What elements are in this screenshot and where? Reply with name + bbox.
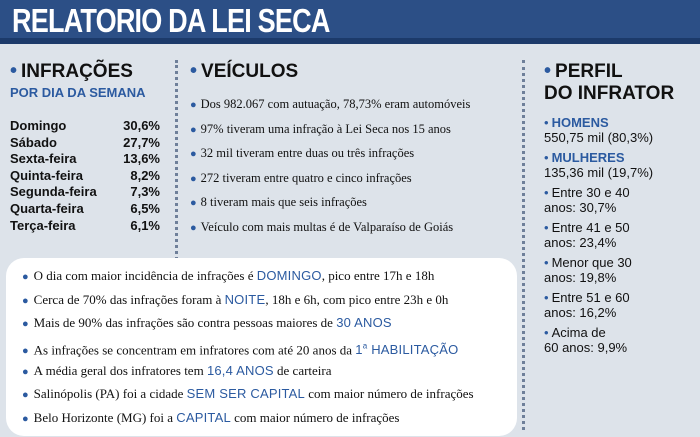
infracoes-title: INFRAÇÕES (21, 61, 133, 82)
veiculos-title: VEÍCULOS (201, 61, 299, 82)
bullet-icon: • (544, 220, 549, 235)
age-item: • Entre 30 e 40 anos: 30,7% (544, 185, 630, 215)
bullet-icon: • (544, 60, 552, 82)
infracoes-section (10, 60, 160, 234)
bullet-icon: • (544, 185, 549, 200)
age-item: • Acima de 60 anos: 9,9% (544, 325, 628, 355)
perfil-title-line1: PERFIL (555, 61, 623, 82)
bullet-icon: • (544, 115, 549, 130)
fact-item: ● O dia com maior incidência de infrações é DOMINGO, pico entre 17h e 18h (22, 268, 435, 283)
day-row: Quinta-feira 8,2% (10, 167, 160, 183)
divider-dotted (175, 60, 178, 260)
days-list (10, 118, 160, 234)
bullet-icon: ● (22, 294, 29, 307)
bullet-icon: • (544, 325, 549, 340)
day-row: Sábado 27,7% (10, 134, 160, 150)
page-title: RELATORIO DA LEI SECA (12, 2, 330, 39)
day-row: Domingo 30,6% (10, 118, 160, 133)
list-item: ● 32 mil tiveram entre duas ou três infrações (190, 146, 415, 160)
homens-item: • HOMENS 550,75 mil (80,3%) (544, 115, 654, 145)
day-row: Quarta-feira 6,5% (10, 200, 160, 216)
bullet-icon: ● (190, 221, 197, 234)
fact-item: ● As infrações se concentram em infratores com até 20 anos da 1$^a$ HABILITAÇÃO (22, 342, 459, 358)
bullet-icon: • (544, 255, 549, 270)
facts-box (6, 258, 517, 436)
list-item: ● 97% tiveram uma infração à Lei Seca nos 15 anos (190, 121, 451, 136)
bullet-icon: • (190, 60, 198, 82)
bullet-icon: ● (190, 148, 197, 160)
perfil-section (544, 60, 694, 355)
mulheres-item: • MULHERES 135,36 mil (19,7%) (544, 150, 654, 180)
veiculos-section (190, 60, 510, 239)
fact-item: ● Cerca de 70% das infrações foram à NOITE, 18h e 6h, com pico entre 23h e 0h (22, 291, 449, 307)
perfil-title-line2: DO INFRATOR (544, 83, 675, 104)
bullet-icon: ● (22, 345, 29, 358)
age-item: • Entre 41 e 50 anos: 23,4% (544, 220, 630, 250)
day-row: Sexta-feira 13,6% (10, 151, 160, 167)
bullet-icon: ● (190, 123, 197, 136)
day-row: Terça-feira 6,1% (10, 217, 160, 233)
list-item: ● Veículo com mais multas é de Valparaíso de Goiás (190, 219, 454, 234)
bullet-icon: ● (22, 271, 29, 283)
bullet-icon: ● (22, 318, 29, 331)
fact-item: ● Belo Horizonte (MG) foi a CAPITAL com maior número de infrações (22, 410, 400, 426)
age-item: • Menor que 30 anos: 19,8% (544, 255, 632, 285)
bullet-icon: ● (190, 197, 197, 209)
fact-item: ● Mais de 90% das infrações são contra pessoas maiores de 30 ANOS (22, 315, 392, 331)
fact-item: ● Salinópolis (PA) foi a cidade SEM SER CAPITAL com maior número de infrações (22, 386, 474, 402)
fact-item: ● A média geral dos infratores tem 16,4 ANOS de carteira (22, 362, 332, 378)
bullet-icon: ● (190, 172, 197, 185)
facts-list (22, 264, 474, 430)
bullet-icon: ● (22, 413, 29, 426)
age-item: • Entre 51 e 60 anos: 16,2% (544, 290, 630, 320)
bullet-icon: • (544, 150, 549, 165)
bullet-icon: ● (22, 389, 29, 402)
bullet-icon: • (10, 60, 18, 82)
list-item: ● 8 tiveram mais que seis infrações (190, 195, 367, 209)
bullet-icon: ● (190, 99, 197, 111)
bullet-icon: • (544, 290, 549, 305)
list-item: ● Dos 982.067 com autuação, 78,73% eram automóveis (190, 97, 471, 111)
list-item: ● 272 tiveram entre quatro e cinco infrações (190, 170, 412, 185)
infracoes-subtitle: POR DIA DA SEMANA (10, 85, 146, 100)
veiculos-list (190, 92, 510, 239)
divider-dotted (522, 60, 525, 430)
bullet-icon: ● (22, 365, 29, 378)
day-row: Segunda-feira 7,3% (10, 184, 160, 200)
